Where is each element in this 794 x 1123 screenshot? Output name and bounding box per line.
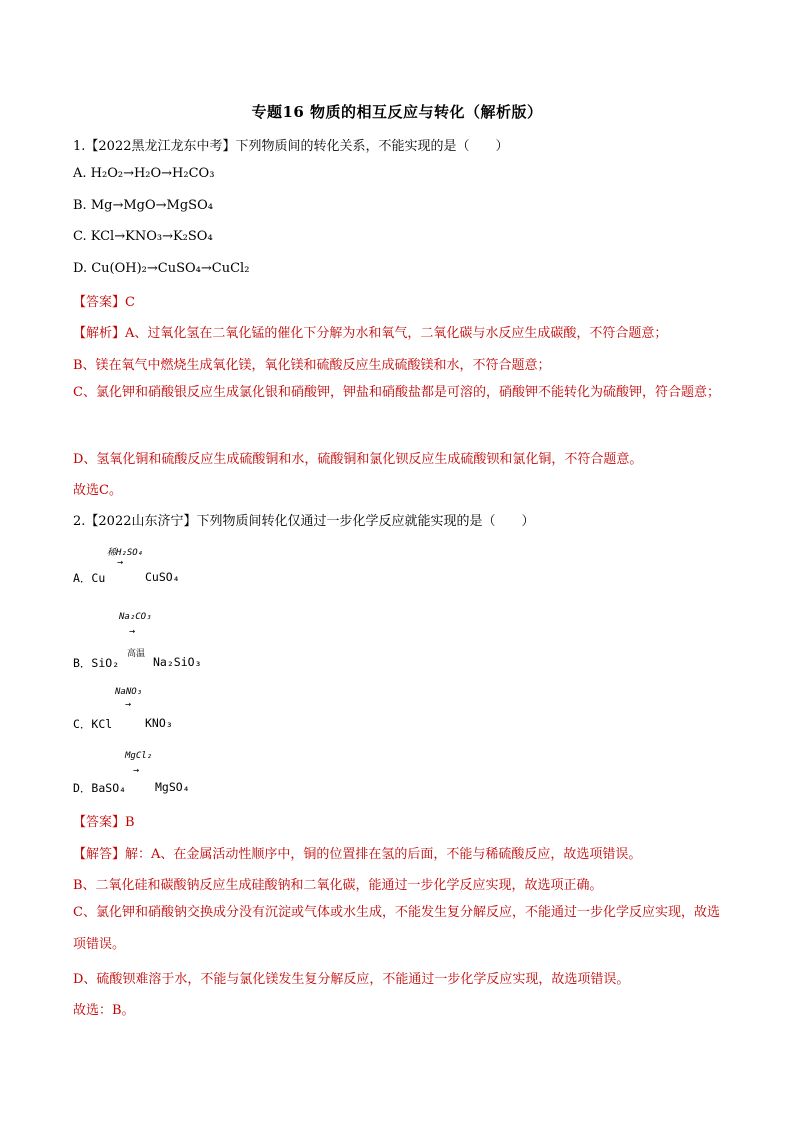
- q2-option-b: [73, 610, 233, 670]
- q1-analysis-line-d: D、氢氧化铜和硫酸反应生成硫酸铜和水，硫酸铜和氯化钡反应生成硫酸钡和氯化铜，不符合题意。: [73, 452, 643, 467]
- q2-analysis-line-c: C、氯化钾和硝酸钠交换成分没有沉淀或气体或水生成，不能发生复分解反应，不能通过一步化学反应实现，故选项错误。: [73, 905, 720, 952]
- page-title: 专题16 物质的相互反应与转化（解析版）: [251, 103, 543, 121]
- q1-conclusion: 故选C。: [73, 483, 122, 498]
- analysis-text: A、在金属活动性顺序中，铜的位置排在氢的后面，不能与稀硫酸反应，故选项错误。: [151, 847, 642, 862]
- product: Na₂SiO₃: [153, 655, 202, 669]
- arrow-icon: →: [125, 699, 132, 710]
- q1-analysis-line-b: B、镁在氧气中燃烧生成氧化镁，氧化镁和硫酸反应生成硫酸镁和水，不符合题意；: [73, 358, 551, 373]
- q1-option-a: A. H₂O₂→H₂O→H₂CO₃: [73, 166, 215, 181]
- product: KNO₃: [145, 716, 173, 730]
- answer-label: 【答案】: [73, 295, 126, 310]
- q1-option-b: B. Mg→MgO→MgSO₄: [73, 198, 213, 213]
- q2-analysis-line-a: [73, 843, 641, 862]
- arrow-icon: →: [117, 557, 124, 568]
- reactant: A．Cu: [73, 571, 106, 585]
- reagent-label: Na₂CO₃: [119, 612, 152, 622]
- q2-option-c: [73, 687, 213, 732]
- analysis-label: 【解答】: [73, 847, 126, 862]
- analysis-intro: 解：: [125, 847, 152, 862]
- q1-stem: 1.【2022黑龙江龙东中考】下列物质间的转化关系，不能实现的是（ ）: [73, 139, 509, 154]
- arrow-icon: →: [133, 765, 140, 776]
- condition-label: 高温: [127, 649, 146, 659]
- reagent-label: NaNO₃: [115, 687, 143, 697]
- answer-value: C: [125, 295, 135, 310]
- q2-stem: 2.【2022山东济宁】下列物质间转化仅通过一步化学反应就能实现的是（ ）: [73, 514, 535, 529]
- answer-value: B: [125, 815, 135, 830]
- reagent-label: 稀H₂SO₄: [107, 548, 144, 558]
- reactant: B．SiO₂: [73, 656, 120, 670]
- arrow-icon: →: [129, 626, 136, 637]
- q1-option-d: D. Cu(OH)₂→CuSO₄→CuCl₂: [73, 261, 250, 276]
- product: CuSO₄: [145, 570, 180, 584]
- q1-analysis-line-c: C、氯化钾和硝酸银反应生成氯化银和硝酸钾，钾盐和硝酸盐都是可溶的，硝酸钾不能转化为硫酸钾，符合题意；: [73, 385, 720, 400]
- q2-option-d: [73, 751, 233, 796]
- q2-conclusion: 故选：B。: [73, 1003, 135, 1018]
- q1-option-c: C. KCl→KNO₃→K₂SO₄: [73, 229, 213, 244]
- analysis-label: 【解析】: [73, 326, 126, 341]
- analysis-text: A、过氧化氢在二氧化锰的催化下分解为水和氧气，二氧化碳与水反应生成碳酸，不符合题意；: [125, 326, 668, 341]
- reactant: D．BaSO₄: [73, 781, 127, 795]
- reactant: C．KCl: [73, 717, 113, 731]
- q2-analysis-line-d: D、硫酸钡难溶于水，不能与氯化镁发生复分解反应，不能通过一步化学反应实现，故选项错误。: [73, 972, 630, 987]
- product: MgSO₄: [155, 780, 190, 794]
- q2-answer: [73, 811, 135, 830]
- q2-analysis-line-b: B、二氧化硅和碳酸钠反应生成硅酸钠和二氧化碳，能通过一步化学反应实现，故选项正确。: [73, 878, 603, 893]
- q2-option-a: [73, 545, 213, 585]
- q1-answer: [73, 291, 135, 310]
- q1-analysis-line-a: [73, 322, 667, 341]
- answer-label: 【答案】: [73, 815, 126, 830]
- reagent-label: MgCl₂: [125, 751, 153, 761]
